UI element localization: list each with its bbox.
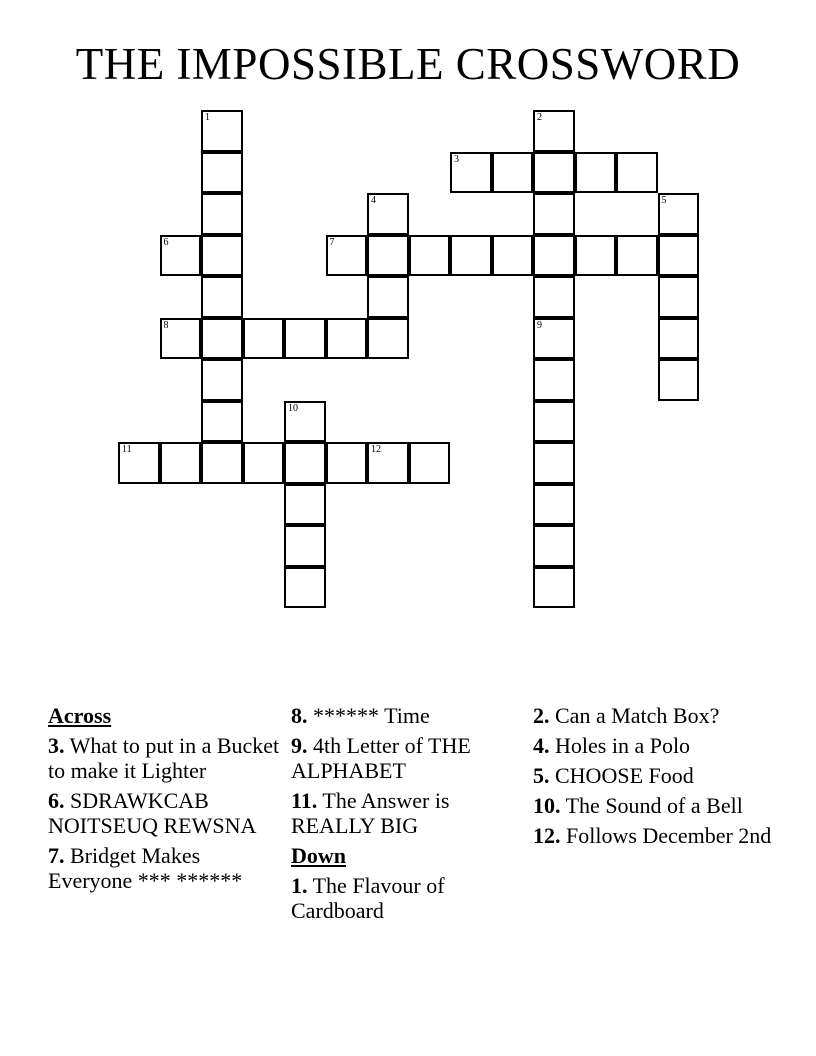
cell-number: 10 — [288, 402, 298, 414]
clue-text: Can a Match Box? — [555, 703, 720, 728]
grid-cell[interactable] — [533, 235, 575, 277]
clue-column-3 — [533, 703, 773, 853]
grid-cell[interactable] — [284, 525, 326, 567]
clue-text: The Sound of a Bell — [565, 793, 743, 818]
cell-number: 5 — [661, 195, 667, 206]
grid-cell[interactable] — [658, 276, 700, 318]
clue-down-1 — [291, 873, 531, 923]
grid-cell[interactable] — [160, 235, 202, 277]
grid-cell[interactable] — [367, 442, 409, 484]
cell-number: 4 — [371, 195, 376, 206]
grid-cell[interactable] — [409, 235, 451, 277]
grid-cell[interactable] — [201, 401, 243, 443]
grid-cell[interactable] — [533, 525, 575, 567]
grid-cell[interactable] — [367, 276, 409, 318]
cell-number: 12 — [371, 444, 381, 455]
grid-cell[interactable] — [284, 401, 326, 443]
grid-cell[interactable] — [201, 442, 243, 484]
grid-cell[interactable] — [367, 193, 409, 235]
clue-number: 6. — [48, 788, 65, 813]
clue-number: 10. — [533, 793, 561, 818]
cell-number: 2 — [537, 112, 542, 123]
grid-cell[interactable] — [160, 318, 202, 360]
cell-number: 3 — [454, 153, 459, 165]
grid-cell[interactable] — [616, 235, 658, 277]
clue-text: What to put in a Bucket to make it Lighter — [48, 733, 280, 783]
clue-text: Holes in a Polo — [555, 733, 691, 758]
grid-cell[interactable] — [326, 442, 368, 484]
grid-cell[interactable] — [243, 318, 285, 360]
clue-across-6 — [48, 788, 288, 838]
grid-cell[interactable] — [492, 152, 534, 194]
clue-number: 9. — [291, 733, 308, 758]
clue-column-1 — [48, 703, 288, 898]
grid-cell[interactable] — [533, 442, 575, 484]
clue-number: 2. — [533, 703, 550, 728]
clue-column-2 — [291, 703, 531, 928]
clue-down-2 — [533, 703, 773, 728]
cell-number: 11 — [122, 444, 132, 455]
clue-number: 8. — [291, 703, 308, 728]
clue-text: Follows December 2nd — [566, 823, 772, 848]
clue-number: 11. — [291, 788, 318, 813]
grid-cell[interactable] — [201, 193, 243, 235]
clue-across-3 — [48, 733, 288, 783]
grid-cell[interactable] — [533, 567, 575, 609]
cell-number: 8 — [163, 319, 169, 331]
grid-cell[interactable] — [326, 318, 368, 360]
grid-cell[interactable] — [160, 442, 202, 484]
grid-cell[interactable] — [409, 442, 451, 484]
grid-cell[interactable] — [575, 152, 617, 194]
clue-text: SDRAWKCAB NOITSEUQ REWSNA — [48, 788, 257, 838]
grid-cell[interactable] — [201, 359, 243, 401]
clue-number: 5. — [533, 763, 550, 788]
grid-cell[interactable] — [533, 110, 575, 152]
grid-cell[interactable] — [367, 235, 409, 277]
grid-cell[interactable] — [284, 567, 326, 609]
grid-cell[interactable] — [533, 318, 575, 360]
grid-cell[interactable] — [616, 152, 658, 194]
across-heading: Across — [48, 703, 112, 728]
grid-cell[interactable] — [243, 442, 285, 484]
grid-cell[interactable] — [658, 193, 700, 235]
grid-cell[interactable] — [118, 442, 160, 484]
grid-cell[interactable] — [658, 318, 700, 360]
grid-cell[interactable] — [658, 235, 700, 277]
grid-cell[interactable] — [492, 235, 534, 277]
cell-number: 9 — [537, 319, 542, 331]
page-title: THE IMPOSSIBLE CROSSWORD — [75, 39, 741, 89]
cell-number: 1 — [205, 112, 210, 123]
clue-down-10 — [533, 793, 773, 818]
clue-down-5 — [533, 763, 773, 788]
clue-number: 3. — [48, 733, 65, 758]
grid-cell[interactable] — [201, 152, 243, 194]
grid-cell[interactable] — [533, 359, 575, 401]
grid-cell[interactable] — [284, 442, 326, 484]
down-heading: Down — [291, 843, 347, 868]
clue-down-12 — [533, 823, 773, 848]
grid-cell[interactable] — [533, 484, 575, 526]
grid-cell[interactable] — [201, 235, 243, 277]
grid-cell[interactable] — [284, 484, 326, 526]
cell-number: 7 — [329, 236, 335, 248]
clue-number: 4. — [533, 733, 550, 758]
grid-cell[interactable] — [450, 235, 492, 277]
grid-cell[interactable] — [533, 152, 575, 194]
clue-number: 12. — [533, 823, 561, 848]
grid-cell[interactable] — [201, 276, 243, 318]
clue-number: 7. — [48, 843, 65, 868]
clue-text: 4th Letter of THE ALPHABET — [291, 733, 471, 783]
grid-cell[interactable] — [533, 276, 575, 318]
grid-cell[interactable] — [201, 318, 243, 360]
clue-across-11 — [291, 788, 531, 838]
clue-text: Bridget Makes Everyone *** ****** — [48, 843, 243, 893]
grid-cell[interactable] — [201, 110, 243, 152]
grid-cell[interactable] — [575, 235, 617, 277]
grid-cell[interactable] — [284, 318, 326, 360]
grid-cell[interactable] — [450, 152, 492, 194]
clue-text: CHOOSE Food — [555, 763, 694, 788]
clue-number: 1. — [291, 873, 308, 898]
clue-text: The Answer is REALLY BIG — [291, 788, 450, 838]
grid-cell[interactable] — [326, 235, 368, 277]
clue-down-4 — [533, 733, 773, 758]
clue-text: ****** Time — [313, 703, 430, 728]
grid-cell[interactable] — [533, 401, 575, 443]
clue-across-9 — [291, 733, 531, 783]
grid-cell[interactable] — [367, 318, 409, 360]
cell-number: 6 — [163, 236, 169, 248]
clue-across-7 — [48, 843, 288, 893]
grid-cell[interactable] — [658, 359, 700, 401]
grid-cell[interactable] — [533, 193, 575, 235]
clue-text: The Flavour of Cardboard — [291, 873, 445, 923]
clue-across-8 — [291, 703, 531, 728]
